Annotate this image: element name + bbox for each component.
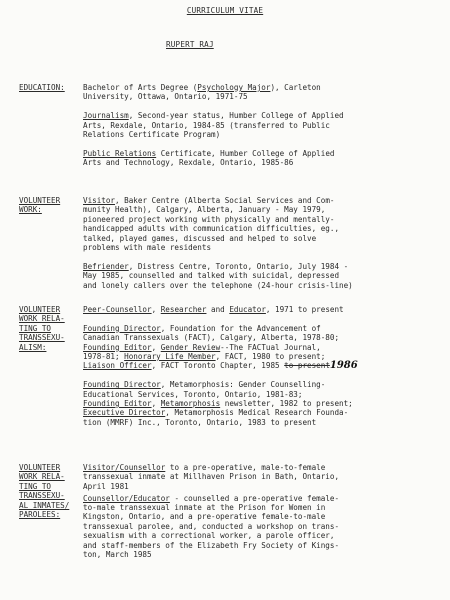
volunteer-entry-visitor: Visitor, Baker Centre (Alberta Social Services and Com- munity Health), Calgary, Alberta, January - May 1979, pioneered project working with physically and mentally- handicapped adults with communication difficulties, eg., talked, played games, discussed and helped to solve problems with male residents (83, 196, 340, 253)
transsexualism-label: VOLUNTEER WORK RELA- TING TO TRANSSEXU- ALISM: (19, 305, 65, 352)
document-title: CURRICULUM VITAE (186, 6, 264, 15)
transsexualism-entries (83, 305, 434, 437)
trans-entry-peer: Peer-Counsellor, Researcher and Educator, 1971 to present (83, 305, 344, 314)
trans-entry-metamorphosis: Founding Director, Metamorphosis: Gender Counselling- Educational Services, Toronto, Ontario, 1981-83; Founding Editor, Metamorphosis newsletter, 1982 to present; Executive Director, Metamorphosis Medical Research Founda- tion (MMRF) Inc., Toronto, Ontario, 1983 to present (83, 380, 353, 427)
volunteer-work-entries (83, 196, 434, 299)
education-entries (83, 83, 434, 177)
inmates-label: VOLUNTEER WORK RELA- TING TO TRANSSEXU- AL INMATES/ PAROLEES: (19, 463, 70, 520)
volunteer-entry-befriender: Befriender, Distress Centre, Toronto, Ontario, July 1984 - May 1985, counselled and talked with suicidal, depressed and lonely callers over the telephone (24-hour crisis-line) (83, 261, 353, 290)
inmates-entry-millhaven: Visitor/Counsellor to a pre-operative, male-to-female transsexual inmate at Millhaven Prison in Bath, Ontario, April 1981 (83, 463, 340, 491)
education-entry-pr: Public Relations Certificate, Humber College of Applied Arts and Technology, Rexdale, Ontario, 1985-86 (83, 148, 335, 168)
inmates-entry-kingston: Counsellor/Educator - counselled a pre-operative female- to-male transsexual inmate at the Prison for Women in Kingston, Ontario, and a pre-operative female-to-male transsexual parolee, and, conducted a workshop on trans- sexualism with a correctional worker, a parole officer, and staff-members of the Elizabeth Fry Society of Kings- ton, March 1985 (83, 493, 340, 560)
inmates-entries (83, 463, 434, 569)
struck-text: to present (284, 361, 330, 371)
education-entry-journalism: Journalism, Second-year status, Humber College of Applied Arts, Rexdale, Ontario, 1984-85 (transferred to Public Relations Certificate Program) (83, 111, 344, 140)
education-label: EDUCATION: (19, 83, 65, 92)
handwritten-correction: 1986 (329, 360, 358, 372)
education-entry-ba: Bachelor of Arts Degree (Psychology Major), Carleton University, Ottawa, Ontario, 1971-75 (83, 83, 321, 102)
volunteer-work-label: VOLUNTEER WORK: (19, 196, 61, 215)
person-name: RUPERT RAJ (166, 40, 214, 49)
trans-entry-fact: Founding Director, Foundation for the Advancement of Canadian Transsexuals (FACT), Calgary, Alberta, 1978-80; Founding Editor, Gender Review--The FACTual Journal, 1978-81; Honorary Life Member, FACT, 1980 to present; Liaison Officer, FACT Toronto Chapter, 1985 to present1986 (83, 323, 358, 372)
